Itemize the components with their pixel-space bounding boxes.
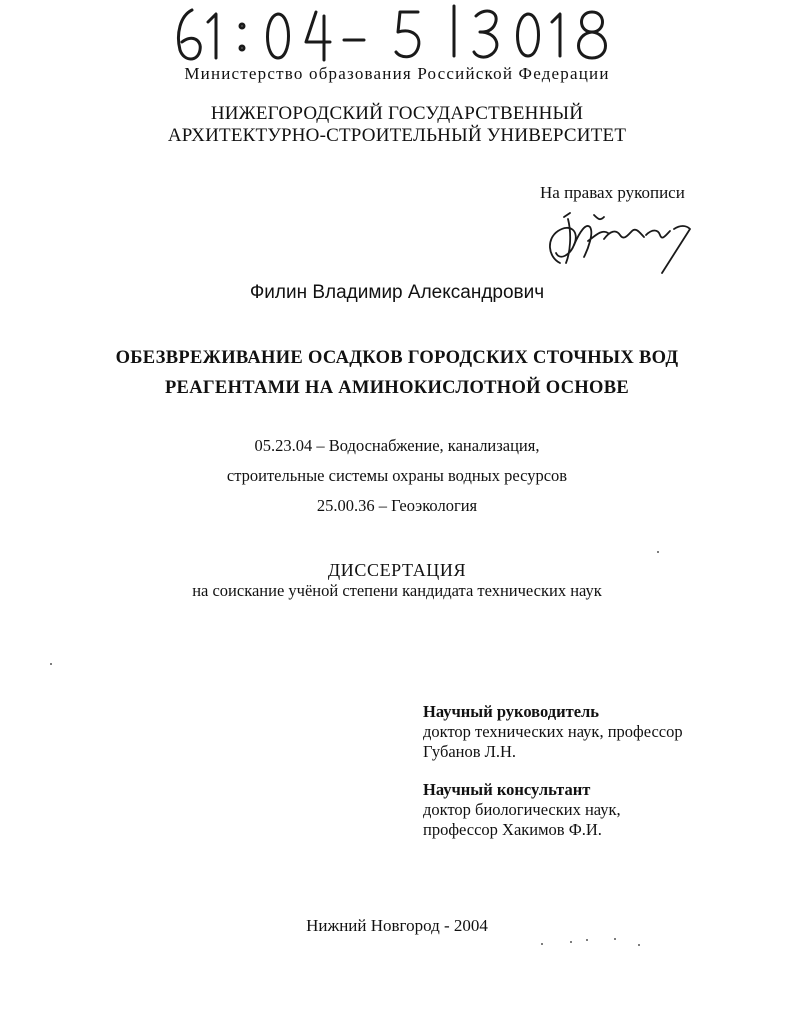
dissertation-subtitle: на соискание учёной степени кандидата технических наук <box>192 581 602 600</box>
scan-speck <box>638 944 640 946</box>
specialty-line-3: 25.00.36 – Геоэкология <box>316 496 478 515</box>
scan-speck <box>657 551 659 553</box>
signature <box>530 205 710 277</box>
scan-speck <box>50 663 52 665</box>
university-name <box>0 103 794 147</box>
consultant-label: Научный консультант <box>423 780 591 799</box>
city-and-year: Нижний Новгород - 2004 <box>306 916 488 935</box>
scan-speck <box>614 938 616 940</box>
consultant-degree: доктор биологических наук, <box>423 800 621 819</box>
specialty-codes <box>0 431 794 521</box>
dissertation-title <box>0 343 794 403</box>
handwritten-archive-code <box>160 0 660 70</box>
specialty-line-1: 05.23.04 – Водоснабжение, канализация, <box>254 436 540 455</box>
author-name: Филин Владимир Александрович <box>249 282 545 303</box>
scan-speck <box>586 939 588 941</box>
consultant-name: профессор Хакимов Ф.И. <box>423 820 602 839</box>
handwritten-code-drawing <box>160 0 660 70</box>
title-line-1: ОБЕЗВРЕЖИВАНИЕ ОСАДКОВ ГОРОДСКИХ СТОЧНЫХ ВОД <box>115 348 679 368</box>
dissertation-heading: ДИССЕРТАЦИЯ <box>327 560 467 580</box>
title-line-2: РЕАГЕНТАМИ НА АМИНОКИСЛОТНОЙ ОСНОВЕ <box>164 378 630 398</box>
manuscript-rights-note: На правах рукописи <box>540 183 685 202</box>
advisor-label: Научный руководитель <box>423 702 599 721</box>
signature-drawing <box>530 205 710 277</box>
scientific-consultant-block <box>423 780 753 840</box>
ministry-name: Министерство образования Российской Федерации <box>184 64 610 83</box>
scan-speck <box>570 941 572 943</box>
specialty-line-2: строительные системы охраны водных ресурсов <box>226 466 568 485</box>
scientific-advisor-block <box>423 702 753 762</box>
advisor-name: Губанов Л.Н. <box>423 742 517 761</box>
advisor-degree: доктор технических наук, профессор <box>423 722 683 741</box>
scan-speck <box>541 943 543 945</box>
university-line-2: АРХИТЕКТУРНО-СТРОИТЕЛЬНЫЙ УНИВЕРСИТЕТ <box>167 125 627 146</box>
university-line-1: НИЖЕГОРОДСКИЙ ГОСУДАРСТВЕННЫЙ <box>210 103 584 124</box>
